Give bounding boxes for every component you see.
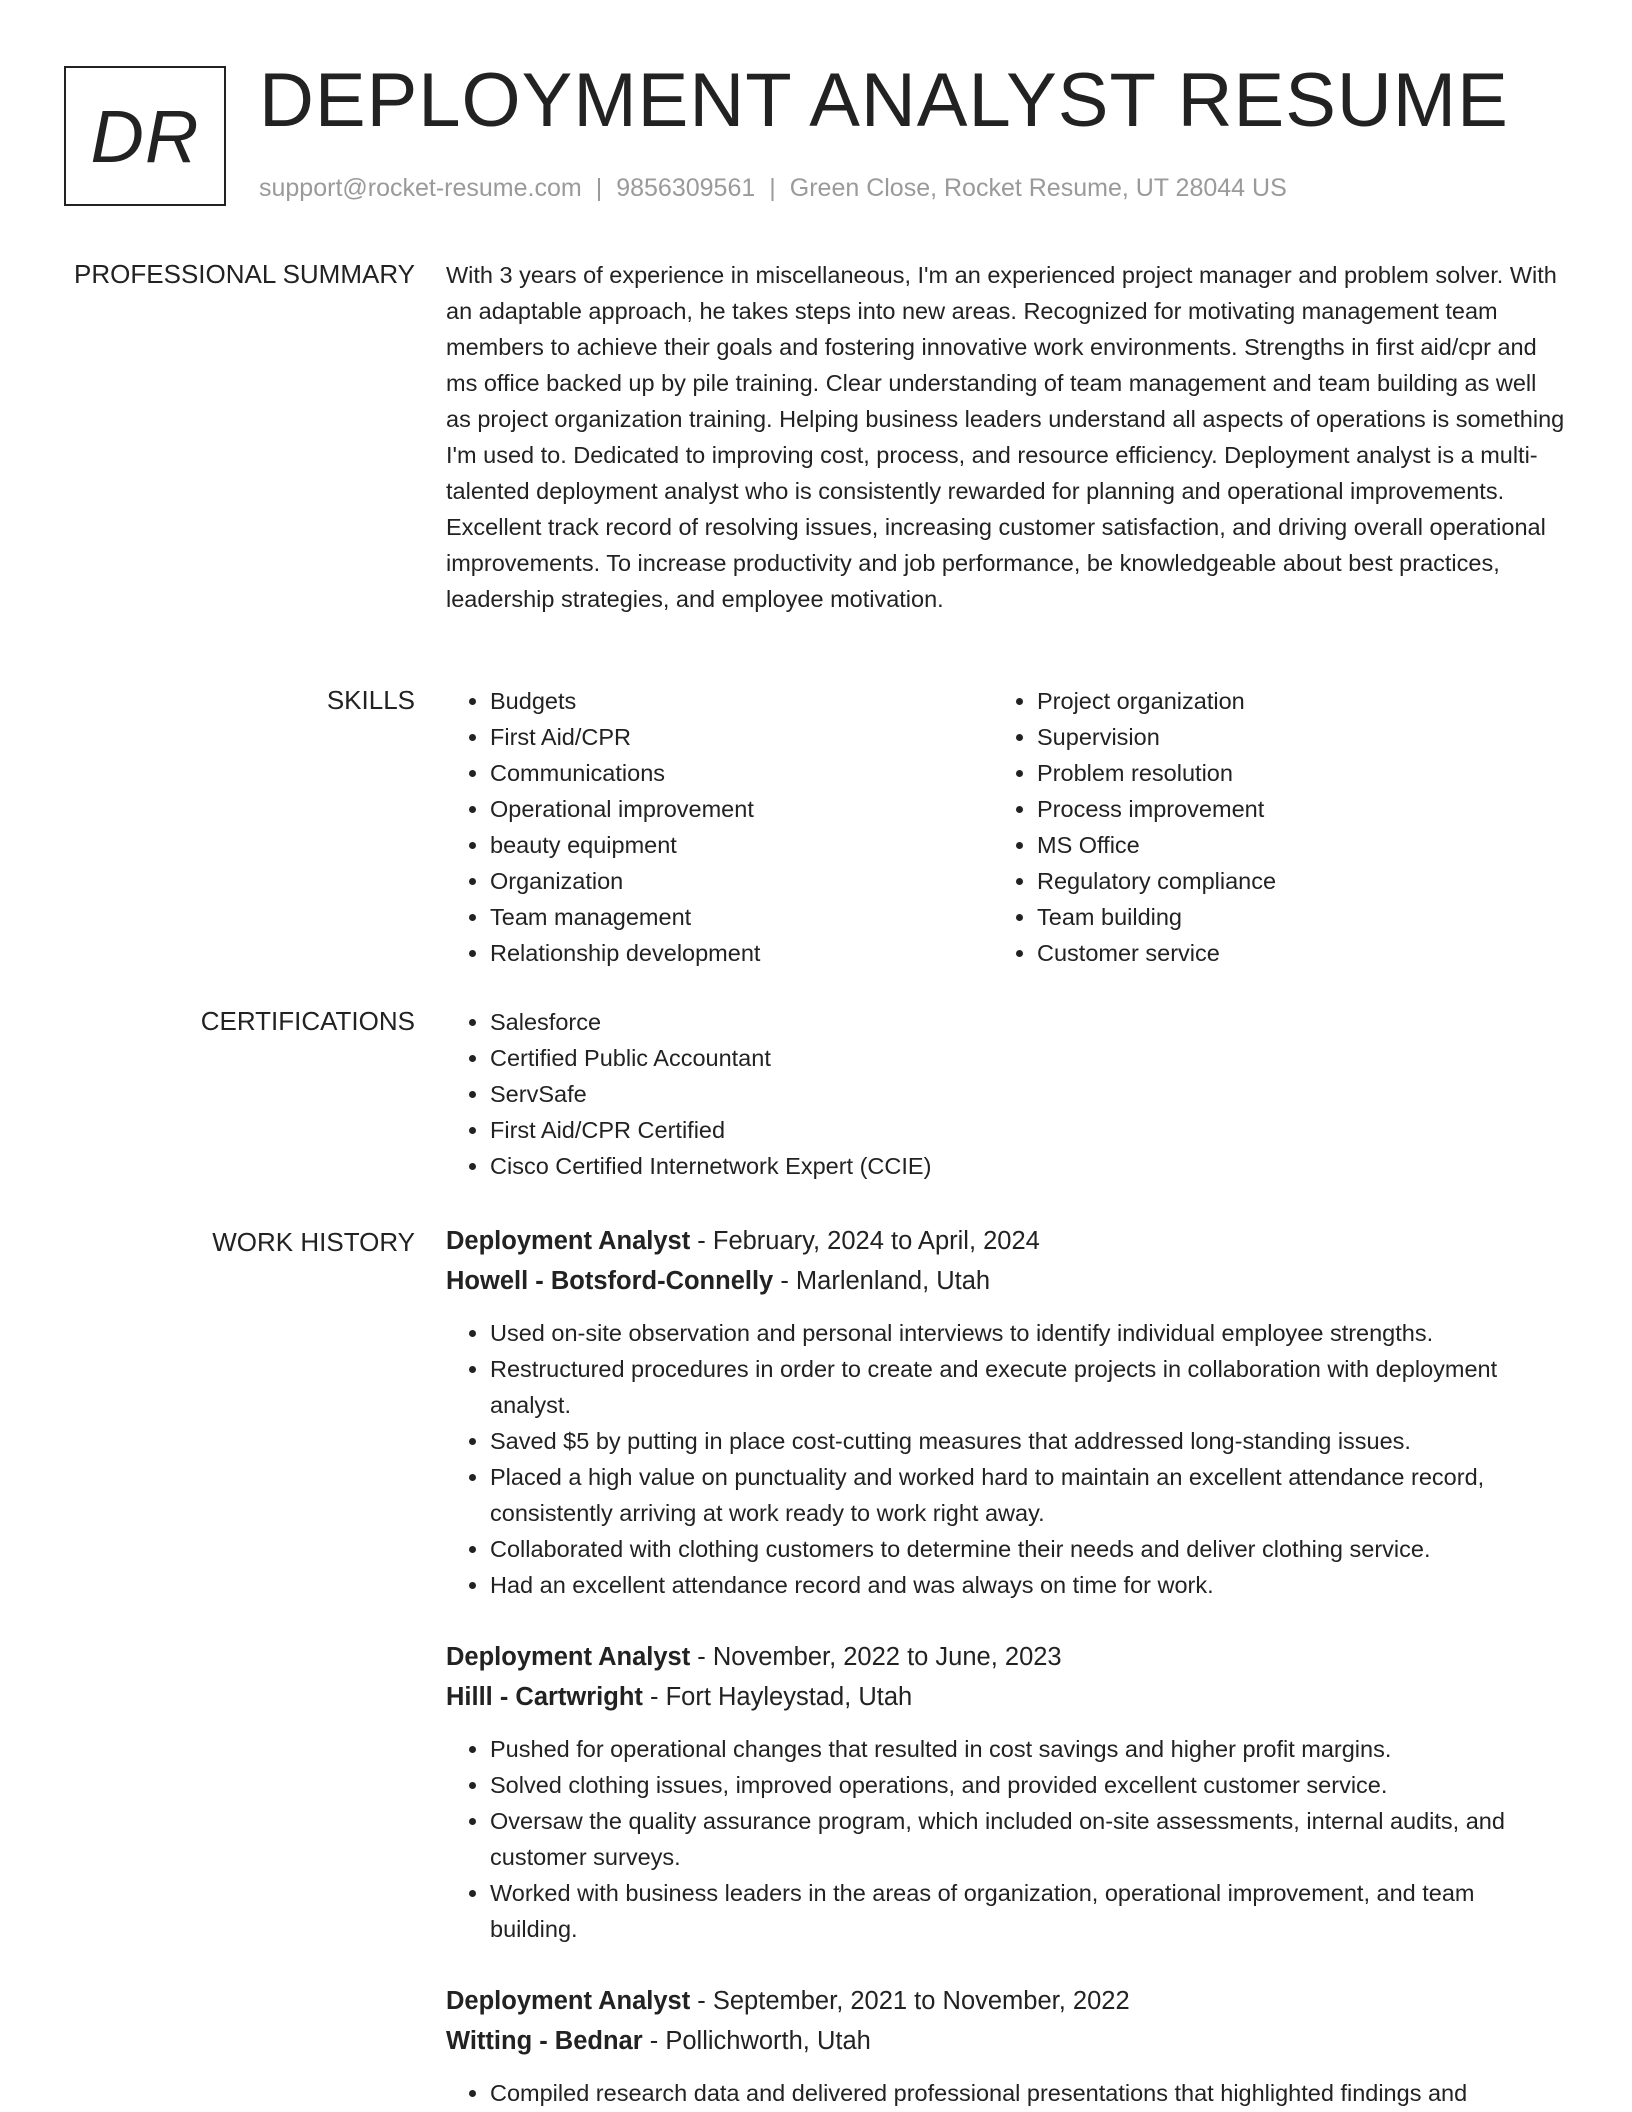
- job-dates: - February, 2024 to April, 2024: [690, 1227, 1040, 1255]
- contact-separator: |: [769, 174, 776, 202]
- job-bullet: • Oversaw the quality assurance program, which included on-site assessments, internal audits, and customer surveys.: [490, 1803, 1566, 1875]
- job-bullet: • Restructured procedures in order to create and execute projects in collaboration with deployment analyst.: [490, 1351, 1566, 1423]
- summary-text: With 3 years of experience in miscellaneous, I'm an experienced project manager and problem solver. With an adaptable approach, he takes steps into new areas. Recognized for motivating management team members to achieve their goals and fostering innovative work environments. Strengths in first aid/cpr and ms office backed up by pile training. Clear understanding of team management and team building as well as project organization training. Helping business leaders understand all aspects of operations is something I'm used to. Dedicated to improving cost, process, and resource efficiency. Deployment analyst is a multi-talented deployment analyst who is consistently rewarded for planning and operational improvements. Excellent track record of resolving issues, increasing customer satisfaction, and driving overall operational improvements. To increase productivity and job performance, be knowledgeable about best practices, leadership strategies, and employee motivation.: [446, 262, 1565, 612]
- job-dates: - November, 2022 to June, 2023: [690, 1643, 1062, 1671]
- skill-item: • Supervision: [1037, 719, 1276, 755]
- job-bullet: • Collaborated with clothing customers to determine their needs and deliver clothing service.: [490, 1531, 1566, 1567]
- job-bullet: • Compiled research data and delivered professional presentations that highlighted findings and: [490, 2075, 1566, 2111]
- skills-column-right: [993, 683, 1276, 971]
- contact-line: [259, 174, 1287, 203]
- job-company: Witting - Bednar: [446, 2027, 643, 2055]
- job-bullet: • Pushed for operational changes that resulted in cost savings and higher profit margins.: [490, 1731, 1566, 1767]
- job-company-line: [446, 2021, 1566, 2061]
- skill-item: • Budgets: [490, 683, 760, 719]
- skill-item: • Team management: [490, 899, 760, 935]
- job-location: - Marlenland, Utah: [773, 1267, 991, 1295]
- skill-item: • First Aid/CPR: [490, 719, 760, 755]
- job-bullet: • Used on-site observation and personal interviews to identify individual employee strengths.: [490, 1315, 1566, 1351]
- certification-item: • First Aid/CPR Certified: [490, 1112, 1566, 1148]
- skill-item: • Process improvement: [1037, 791, 1276, 827]
- skill-item: • Problem resolution: [1037, 755, 1276, 791]
- certifications-body: [446, 1004, 1566, 1184]
- job-location: - Fort Hayleystad, Utah: [642, 1683, 913, 1711]
- job-company-line: [446, 1261, 1566, 1301]
- skill-item: • MS Office: [1037, 827, 1276, 863]
- job-bullet: • Had an excellent attendance record and was always on time for work.: [490, 1567, 1566, 1603]
- contact-phone[interactable]: 9856309561: [616, 174, 756, 202]
- job-bullet: • Solved clothing issues, improved operations, and provided excellent customer service.: [490, 1767, 1566, 1803]
- skill-item: • Communications: [490, 755, 760, 791]
- skill-item: • Project organization: [1037, 683, 1276, 719]
- job-entry: [446, 1981, 1566, 2111]
- monogram-initials: DR: [90, 94, 200, 178]
- certification-item: • ServSafe: [490, 1076, 1566, 1112]
- job-bullet: • Saved $5 by putting in place cost-cutting measures that addressed long-standing issues.: [490, 1423, 1566, 1459]
- job-title: Deployment Analyst: [446, 1643, 691, 1671]
- skill-item: • Organization: [490, 863, 760, 899]
- summary-label: PROFESSIONAL SUMMARY: [74, 259, 415, 289]
- job-location: - Pollichworth, Utah: [642, 2027, 871, 2055]
- job-bullet: • Worked with business leaders in the areas of organization, operational improvement, and team building.: [490, 1875, 1566, 1947]
- job-entry: [446, 1637, 1566, 1947]
- skill-item: • Regulatory compliance: [1037, 863, 1276, 899]
- job-company-line: [446, 1677, 1566, 1717]
- contact-email[interactable]: support@rocket-resume.com: [259, 174, 582, 202]
- job-company: Hilll - Cartwright: [446, 1683, 643, 1711]
- certifications-label: CERTIFICATIONS: [200, 1006, 415, 1036]
- job-title-line: [446, 1981, 1566, 2021]
- certification-item: • Cisco Certified Internetwork Expert (CCIE): [490, 1148, 1566, 1184]
- job-dates: - September, 2021 to November, 2022: [690, 1987, 1130, 2015]
- job-title-line: [446, 1221, 1566, 1261]
- job-bullets: [446, 1315, 1566, 1603]
- certification-item: • Certified Public Accountant: [490, 1040, 1566, 1076]
- certifications-list: [446, 1004, 1566, 1184]
- job-title: Deployment Analyst: [446, 1227, 691, 1255]
- skill-item: • Relationship development: [490, 935, 760, 971]
- job-company: Howell - Botsford-Connelly: [446, 1267, 774, 1295]
- resume-title: DEPLOYMENT ANALYST RESUME: [259, 58, 1509, 143]
- contact-separator: |: [595, 174, 603, 202]
- monogram-badge: [64, 66, 226, 206]
- work-history-label: WORK HISTORY: [212, 1227, 415, 1257]
- skill-item: • Team building: [1037, 899, 1276, 935]
- skills-column-left: [446, 683, 760, 971]
- skill-item: • Operational improvement: [490, 791, 760, 827]
- skills-label: SKILLS: [326, 685, 415, 715]
- skills-list-right: [993, 683, 1276, 971]
- certification-item: • Salesforce: [490, 1004, 1566, 1040]
- contact-address: Green Close, Rocket Resume, UT 28044 US: [789, 174, 1287, 202]
- skills-list-left: [446, 683, 760, 971]
- job-bullets: [446, 2075, 1566, 2111]
- job-entry: [446, 1221, 1566, 1603]
- summary-body: [446, 257, 1566, 617]
- job-bullets: [446, 1731, 1566, 1947]
- job-title: Deployment Analyst: [446, 1987, 691, 2015]
- skill-item: • Customer service: [1037, 935, 1276, 971]
- job-bullet: • Placed a high value on punctuality and worked hard to maintain an excellent attendance record, consistently arriving at work ready to work right away.: [490, 1459, 1566, 1531]
- job-title-line: [446, 1637, 1566, 1677]
- skill-item: • beauty equipment: [490, 827, 760, 863]
